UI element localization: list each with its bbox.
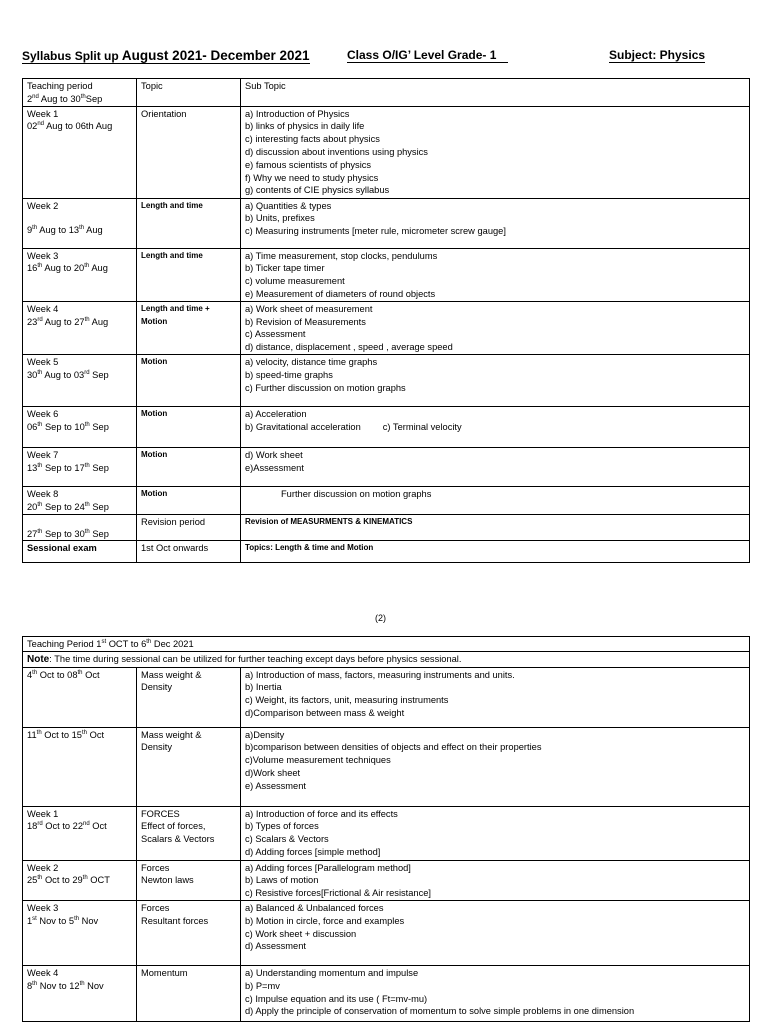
subject-label: Subject: Physics — [609, 48, 706, 62]
date-part: Sep — [89, 369, 109, 380]
date-part: Oct to 22 — [42, 821, 83, 832]
date-part: 25 — [27, 875, 38, 886]
date-suffix: nd — [83, 821, 90, 828]
subtopic-item: b) Motion in circle, force and examples — [245, 915, 405, 926]
table-row — [23, 806, 750, 860]
week-label: Sessional exam — [27, 543, 97, 554]
topic-label: Motion — [141, 356, 168, 366]
table-header-row — [23, 79, 750, 107]
week-cell — [23, 406, 137, 447]
date-part: OCT to 6 — [106, 639, 147, 649]
week-dates — [27, 262, 132, 275]
subtopic-item: d) Adding forces [simple method] — [245, 846, 381, 857]
week-cell — [23, 965, 137, 1021]
week-cell — [23, 541, 137, 563]
topic-cell — [137, 806, 241, 860]
week-label: Week 7 — [27, 449, 59, 460]
subtopic-item: c) Work sheet + discussion — [245, 928, 357, 939]
week-label: Week 8 — [27, 488, 59, 499]
date-part: Aug — [89, 263, 108, 274]
subtopic-item: Topics: Length & time and Motion — [245, 543, 374, 553]
subtopic-item: a) Adding forces [Parallelogram method] — [245, 862, 411, 873]
topic-cell — [137, 514, 241, 541]
date-suffix: nd — [32, 93, 39, 100]
note-text — [27, 653, 745, 667]
document-header — [22, 48, 747, 66]
week-label: Week 1 — [27, 108, 59, 119]
week-label: Week 2 — [27, 862, 59, 873]
date-part: Sep — [89, 528, 109, 539]
date-suffix: nd — [37, 121, 45, 128]
week-cell — [23, 667, 137, 727]
subtopic-item: d) Work sheet — [245, 449, 303, 460]
week-dates — [27, 729, 132, 742]
date-suffix: th — [81, 729, 87, 736]
topic-label: Effect of forces, — [141, 821, 206, 832]
subtopic-header — [241, 79, 750, 107]
table-row — [23, 198, 750, 248]
subtopic-item: a) Introduction of Physics — [245, 108, 350, 119]
date-part: Oct — [87, 729, 105, 740]
table-row — [23, 354, 750, 406]
subtopic-cell — [241, 727, 750, 806]
note-body: : The time during sessional can be utilized for further teaching except days before physics sessional. — [49, 653, 462, 664]
topic-label: Mass weight & — [141, 729, 202, 740]
subtopic-cell — [241, 541, 750, 563]
date-part: Aug to 06th Aug — [44, 121, 113, 132]
subtopic-item: a) Balanced & Unbalanced forces — [245, 902, 384, 913]
spacer — [27, 516, 132, 528]
week-label: Week 3 — [27, 902, 59, 913]
syllabus-period: August 2021- December 2021 — [118, 48, 310, 63]
date-part: Sep — [85, 93, 103, 104]
teaching-period-header — [23, 637, 750, 652]
date-suffix: rd — [84, 369, 90, 376]
topic-cell — [137, 541, 241, 563]
topic-header-label: Topic — [141, 81, 163, 91]
date-suffix: th — [79, 980, 85, 987]
date-suffix: th — [82, 875, 88, 882]
subtopic-item: c) Assessment — [245, 329, 306, 340]
note-cell — [23, 651, 750, 667]
table-row — [23, 248, 750, 301]
topic-label: Motion — [141, 408, 168, 418]
subtopic-item: b) Types of forces — [245, 821, 319, 832]
subtopic-item: d) discussion about inventions using physics — [245, 146, 428, 157]
date-part: 1 — [27, 915, 33, 926]
subtopic-cell — [241, 667, 750, 727]
topic-cell — [137, 486, 241, 514]
week-dates — [27, 528, 132, 541]
syllabus-table-term1 — [22, 78, 750, 563]
topic-label: Forces — [141, 862, 170, 873]
subtopic-item: a) Introduction of mass, factors, measuring instruments and units. — [245, 669, 515, 680]
table-row — [23, 667, 750, 727]
subtopic-item: c) Scalars & Vectors — [245, 834, 329, 845]
date-part: Oct — [82, 669, 100, 680]
teaching-period-header — [23, 79, 137, 107]
topic-label: Scalars & Vectors — [141, 834, 215, 845]
week-dates — [27, 369, 132, 382]
subtopic-line — [245, 421, 745, 434]
class-label: Class O/IG’ Level Grade- 1 — [347, 48, 508, 63]
date-part: Aug — [89, 316, 109, 327]
date-part: Sep to 30 — [42, 528, 85, 539]
topic-cell — [137, 301, 241, 354]
date-part: 27 — [27, 528, 38, 539]
date-part: Aug to 27 — [42, 316, 85, 327]
week-dates — [27, 421, 132, 434]
topic-cell — [137, 727, 241, 806]
table-row — [23, 965, 750, 1021]
week-label: Week 5 — [27, 356, 59, 367]
topic-cell — [137, 406, 241, 447]
date-part: Dec 2021 — [151, 639, 194, 649]
week-cell — [23, 514, 137, 541]
week-label: Week 4 — [27, 303, 59, 314]
week-cell — [23, 301, 137, 354]
table-row — [23, 106, 750, 198]
table-row — [23, 860, 750, 900]
date-part: Sep — [89, 501, 109, 512]
date-part: Aug to 30 — [38, 93, 81, 104]
table-header-row — [23, 637, 750, 652]
date-part: Oct to 15 — [41, 729, 82, 740]
teaching-period-range — [27, 93, 132, 106]
topic-header — [137, 79, 241, 107]
subtopic-item: e) famous scientists of physics — [245, 159, 372, 170]
subtopic-item: d) Assessment — [245, 941, 306, 952]
topic-cell — [137, 860, 241, 900]
topic-label: Momentum — [141, 967, 188, 978]
topic-label: Newton laws — [141, 875, 194, 886]
subtopic-cell — [241, 198, 750, 248]
date-suffix: th — [84, 462, 90, 469]
subtopic-cell — [241, 106, 750, 198]
week-cell — [23, 106, 137, 198]
subtopic-item: d)Work sheet — [245, 767, 301, 778]
date-suffix: st — [101, 639, 107, 645]
topic-label: Motion — [141, 449, 168, 459]
topic-label: Density — [141, 742, 173, 753]
topic-label: Density — [141, 682, 173, 693]
subtopic-cell — [241, 406, 750, 447]
week-cell — [23, 486, 137, 514]
topic-cell — [137, 447, 241, 486]
subtopic-item: b)comparison between densities of objects and effect on their properties — [245, 742, 542, 753]
date-part: 8 — [27, 980, 33, 991]
topic-label: Length and time — [141, 250, 203, 260]
date-part: 18 — [27, 821, 38, 832]
subtopic-item: c) Impulse equation and its use ( Ft=mv-mu) — [245, 993, 428, 1004]
date-part: Sep to 10 — [42, 421, 85, 432]
table-row — [23, 514, 750, 541]
teaching-period-label: Teaching period — [27, 81, 93, 91]
table-row — [23, 486, 750, 514]
subtopic-item: a) Quantities & types — [245, 200, 332, 211]
week-label: Week 2 — [27, 200, 59, 211]
table-row — [23, 727, 750, 806]
week-cell — [23, 727, 137, 806]
topic-label: Length and time + — [141, 303, 210, 313]
date-part: 20 — [27, 501, 38, 512]
table-row — [23, 406, 750, 447]
date-suffix: th — [146, 639, 152, 645]
syllabus-table-term2 — [22, 636, 750, 1022]
topic-label: Motion — [141, 488, 168, 498]
date-part: 02 — [27, 121, 38, 132]
subtopic-item: c) Terminal velocity — [382, 421, 462, 432]
subtopic-item: Revision of MEASURMENTS & KINEMATICS — [245, 516, 413, 526]
subtopic-item: c) volume measurement — [245, 276, 345, 287]
date-part: 11 — [27, 729, 37, 740]
table-row — [23, 900, 750, 965]
week-cell — [23, 354, 137, 406]
date-part: 30 — [27, 369, 38, 380]
week-label: Week 6 — [27, 408, 59, 419]
subtopic-item: b) Laws of motion — [245, 875, 319, 886]
date-part: OCT — [87, 875, 110, 886]
subtopic-item: Further discussion on motion graphs — [281, 488, 432, 499]
topic-label: Forces — [141, 902, 170, 913]
table-row — [23, 447, 750, 486]
date-suffix: th — [37, 501, 43, 508]
week-label: Week 3 — [27, 250, 59, 261]
subtopic-cell — [241, 965, 750, 1021]
date-part: Sep — [89, 462, 109, 473]
date-suffix: th — [37, 369, 43, 376]
subtopic-item: b) Inertia — [245, 682, 282, 693]
topic-label: 1st Oct onwards — [141, 543, 209, 554]
subtopic-cell — [241, 900, 750, 965]
subtopic-cell — [241, 514, 750, 541]
date-part: Aug to 20 — [42, 263, 85, 274]
week-cell — [23, 900, 137, 965]
subtopic-header-label: Sub Topic — [245, 81, 286, 91]
date-part: 16 — [27, 263, 38, 274]
date-suffix: th — [74, 915, 80, 922]
date-suffix: th — [84, 421, 90, 428]
date-part: Oct to 08 — [37, 669, 78, 680]
subtopic-item: e) Assessment — [245, 780, 306, 791]
subtopic-cell — [241, 248, 750, 301]
date-suffix: rd — [37, 821, 43, 828]
date-suffix: th — [77, 669, 83, 676]
date-part: Aug — [84, 225, 103, 236]
date-suffix: th — [37, 421, 43, 428]
week-cell — [23, 248, 137, 301]
syllabus-title — [22, 48, 310, 64]
date-suffix: th — [79, 225, 85, 232]
date-part: Aug to 13 — [37, 225, 80, 236]
topic-cell — [137, 965, 241, 1021]
date-part: Nov to 12 — [37, 980, 80, 991]
date-part: Nov — [84, 980, 104, 991]
subtopic-item: c) Further discussion on motion graphs — [245, 382, 406, 393]
subtopic-item: b) Gravitational acceleration — [245, 421, 361, 432]
date-part: Sep to 24 — [42, 501, 85, 512]
date-part: Nov — [79, 915, 99, 926]
subtopic-item: a) velocity, distance time graphs — [245, 356, 378, 367]
topic-cell — [137, 900, 241, 965]
week-label: Week 4 — [27, 967, 59, 978]
week-cell — [23, 198, 137, 248]
subtopic-item: c) Measuring instruments [meter rule, micrometer screw gauge] — [245, 226, 506, 237]
topic-label: Revision period — [141, 516, 206, 527]
page-number: (2) — [375, 613, 386, 623]
subtopic-item: a) Work sheet of measurement — [245, 303, 373, 314]
topic-label: Orientation — [141, 108, 187, 119]
table-row — [23, 541, 750, 563]
week-cell — [23, 860, 137, 900]
subtopic-item: f) Why we need to study physics — [245, 172, 379, 183]
subtopic-cell — [241, 447, 750, 486]
date-part: Sep — [89, 421, 109, 432]
subtopic-item: g) contents of CIE physics syllabus — [245, 185, 390, 196]
date-part: 23 — [27, 316, 38, 327]
week-label: Week 1 — [27, 808, 59, 819]
date-suffix: th — [32, 980, 38, 987]
date-suffix: th — [80, 93, 86, 100]
week-cell — [23, 447, 137, 486]
date-part: Aug to 03 — [42, 369, 85, 380]
syllabus-prefix: Syllabus Split up — [22, 49, 119, 63]
subtopic-cell — [241, 806, 750, 860]
subtopic-item: b) Revision of Measurements — [245, 316, 366, 327]
week-dates — [27, 462, 132, 475]
week-dates — [27, 980, 132, 993]
topic-label: FORCES — [141, 808, 180, 819]
date-suffix: th — [37, 462, 43, 469]
date-suffix: th — [84, 528, 90, 535]
subtopic-item: b) P=mv — [245, 980, 280, 991]
subtopic-cell — [241, 354, 750, 406]
subtopic-item: b) Units, prefixes — [245, 213, 315, 224]
subtopic-item: d)Comparison between mass & weight — [245, 707, 405, 718]
week-dates — [27, 316, 132, 329]
date-part: 9 — [27, 225, 33, 236]
subtopic-cell — [241, 860, 750, 900]
date-suffix: th — [37, 263, 43, 270]
date-part: Oct to 29 — [42, 875, 83, 886]
subtopic-cell — [241, 486, 750, 514]
subtopic-item: c) Weight, its factors, unit, measuring instruments — [245, 695, 449, 706]
date-suffix: rd — [37, 316, 43, 323]
subtopic-item: d) distance, displacement , speed , average speed — [245, 342, 453, 353]
subtopic-item: b) Ticker tape timer — [245, 263, 325, 274]
week-dates — [27, 120, 132, 133]
date-part: Sep to 17 — [42, 462, 85, 473]
topic-label: Mass weight & — [141, 669, 202, 680]
date-suffix: th — [37, 528, 43, 535]
topic-cell — [137, 106, 241, 198]
date-suffix: th — [32, 669, 38, 676]
subtopic-item: e) Measurement of diameters of round objects — [245, 288, 436, 299]
week-dates — [27, 669, 132, 682]
subtopic-item: c)Volume measurement techniques — [245, 755, 391, 766]
topic-cell — [137, 667, 241, 727]
date-suffix: th — [36, 729, 42, 736]
date-suffix: st — [32, 915, 37, 922]
subtopic-item: a) Understanding momentum and impulse — [245, 967, 419, 978]
date-suffix: th — [84, 263, 90, 270]
date-part: Teaching Period 1 — [27, 639, 102, 649]
date-suffix: th — [32, 225, 38, 232]
date-suffix: th — [84, 316, 90, 323]
date-part: 13 — [27, 462, 38, 473]
week-dates — [27, 501, 132, 514]
topic-cell — [137, 354, 241, 406]
spacer — [27, 212, 132, 224]
week-cell — [23, 806, 137, 860]
subtopic-item: a) Acceleration — [245, 408, 307, 419]
topic-label: Resultant forces — [141, 915, 209, 926]
subtopic-item: c) interesting facts about physics — [245, 134, 380, 145]
note-label: Note — [27, 653, 50, 665]
subtopic-item: b) speed-time graphs — [245, 369, 333, 380]
subtopic-item: a) Introduction of force and its effects — [245, 808, 398, 819]
teaching-period-range — [27, 638, 745, 651]
subtopic-item: d) Apply the principle of conservation of momentum to solve simple problems in one dimension — [245, 1006, 635, 1017]
table-row — [23, 301, 750, 354]
week-dates — [27, 820, 132, 833]
date-part: 4 — [27, 669, 33, 680]
topic-cell — [137, 248, 241, 301]
date-suffix: th — [84, 501, 90, 508]
topic-label: Length and time — [141, 200, 203, 210]
subtopic-cell — [241, 301, 750, 354]
date-part: Nov to 5 — [36, 915, 75, 926]
week-dates — [27, 224, 132, 237]
note-row — [23, 651, 750, 667]
subtopic-item: c) Resistive forces[Frictional & Air resistance] — [245, 888, 431, 899]
week-dates — [27, 874, 132, 887]
subtopic-item: e)Assessment — [245, 462, 304, 473]
date-part: 06 — [27, 421, 38, 432]
week-dates — [27, 915, 132, 928]
date-part: 2 — [27, 93, 33, 104]
topic-label: Motion — [141, 316, 168, 326]
subtopic-item: b) links of physics in daily life — [245, 121, 365, 132]
date-suffix: th — [37, 875, 43, 882]
subtopic-item: a) Time measurement, stop clocks, pendulums — [245, 250, 438, 261]
subtopic-item: a)Density — [245, 729, 285, 740]
topic-cell — [137, 198, 241, 248]
date-part: Oct — [89, 821, 107, 832]
